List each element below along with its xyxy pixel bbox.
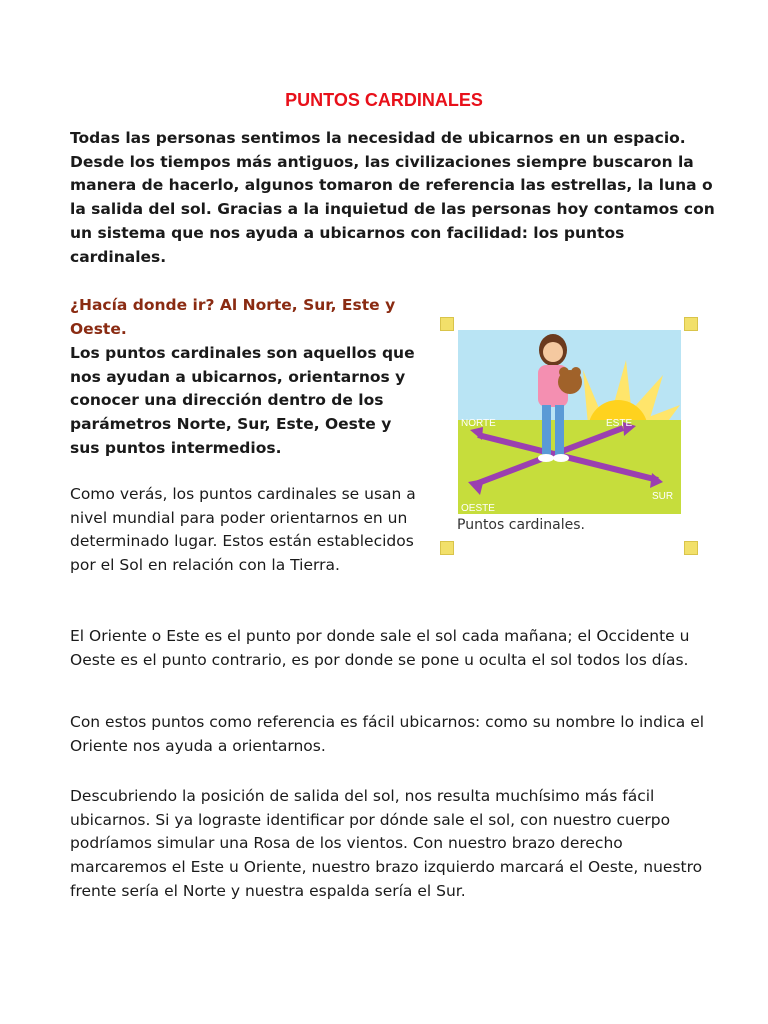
- discovery-paragraph: Descubriendo la posición de salida del sol, nos resulta muchísimo más fácil ubicarnos. Si ya lograste identificar por dónde sale el sol, con nuestro cuerpo podríamos simular una Rosa de los vientos. Con nuestro brazo derecho marcaremos el Este u Oriente, nuestro brazo izquierdo marcará el Oeste, nuestro frente sería el Norte y nuestra espalda sería el Sur.: [70, 787, 703, 900]
- definition-paragraph: Los puntos cardinales son aquellos que nos ayudan a ubicarnos, orientarnos y conocer una dirección dentro de los parámetros Norte, Sur, Este, Oeste y sus puntos intermedios.: [70, 344, 415, 457]
- page-title: PUNTOS CARDINALES: [285, 90, 483, 110]
- grass: [458, 420, 681, 514]
- figure-caption: Puntos cardinales.: [457, 517, 586, 533]
- illustration-svg: [458, 330, 681, 514]
- resize-handle-bottom-left[interactable]: [440, 541, 454, 555]
- reference-paragraph: Con estos puntos como referencia es fácil ubicarnos: como su nombre lo indica el Oriente nos ayuda a orientarnos.: [70, 713, 705, 755]
- usage-paragraph: Como verás, los puntos cardinales se usan a nivel mundial para poder orientarnos en un determinado lugar. Estos están establecidos por el Sol en relación con la Tierra.: [70, 485, 416, 575]
- cardinal-points-illustration: [458, 330, 681, 514]
- section-heading: ¿Hacía donde ir? Al Norte, Sur, Este y Oeste.: [70, 296, 396, 338]
- label-este: ESTE: [606, 418, 633, 429]
- label-oeste: OESTE: [461, 503, 495, 514]
- resize-handle-bottom-right[interactable]: [684, 541, 698, 555]
- label-sur: SUR: [652, 491, 674, 502]
- resize-handle-top-left[interactable]: [440, 317, 454, 331]
- oriente-paragraph: El Oriente o Este es el punto por donde sale el sol cada mañana; el Occidente u Oeste es el punto contrario, es por donde se pone u oculta el sol todos los días.: [70, 627, 690, 669]
- label-norte: NORTE: [461, 418, 496, 429]
- resize-handle-top-right[interactable]: [684, 317, 698, 331]
- intro-paragraph: Todas las personas sentimos la necesidad de ubicarnos en un espacio. Desde los tiempos más antiguos, las civilizaciones siempre buscaron la manera de hacerlo, algunos tomaron de referencia las estrellas, la luna o la salida del sol. Gracias a la inquietud de las personas hoy contamos con un sistema que nos ayuda a ubicarnos con facilidad: los puntos cardinales.: [70, 129, 715, 266]
